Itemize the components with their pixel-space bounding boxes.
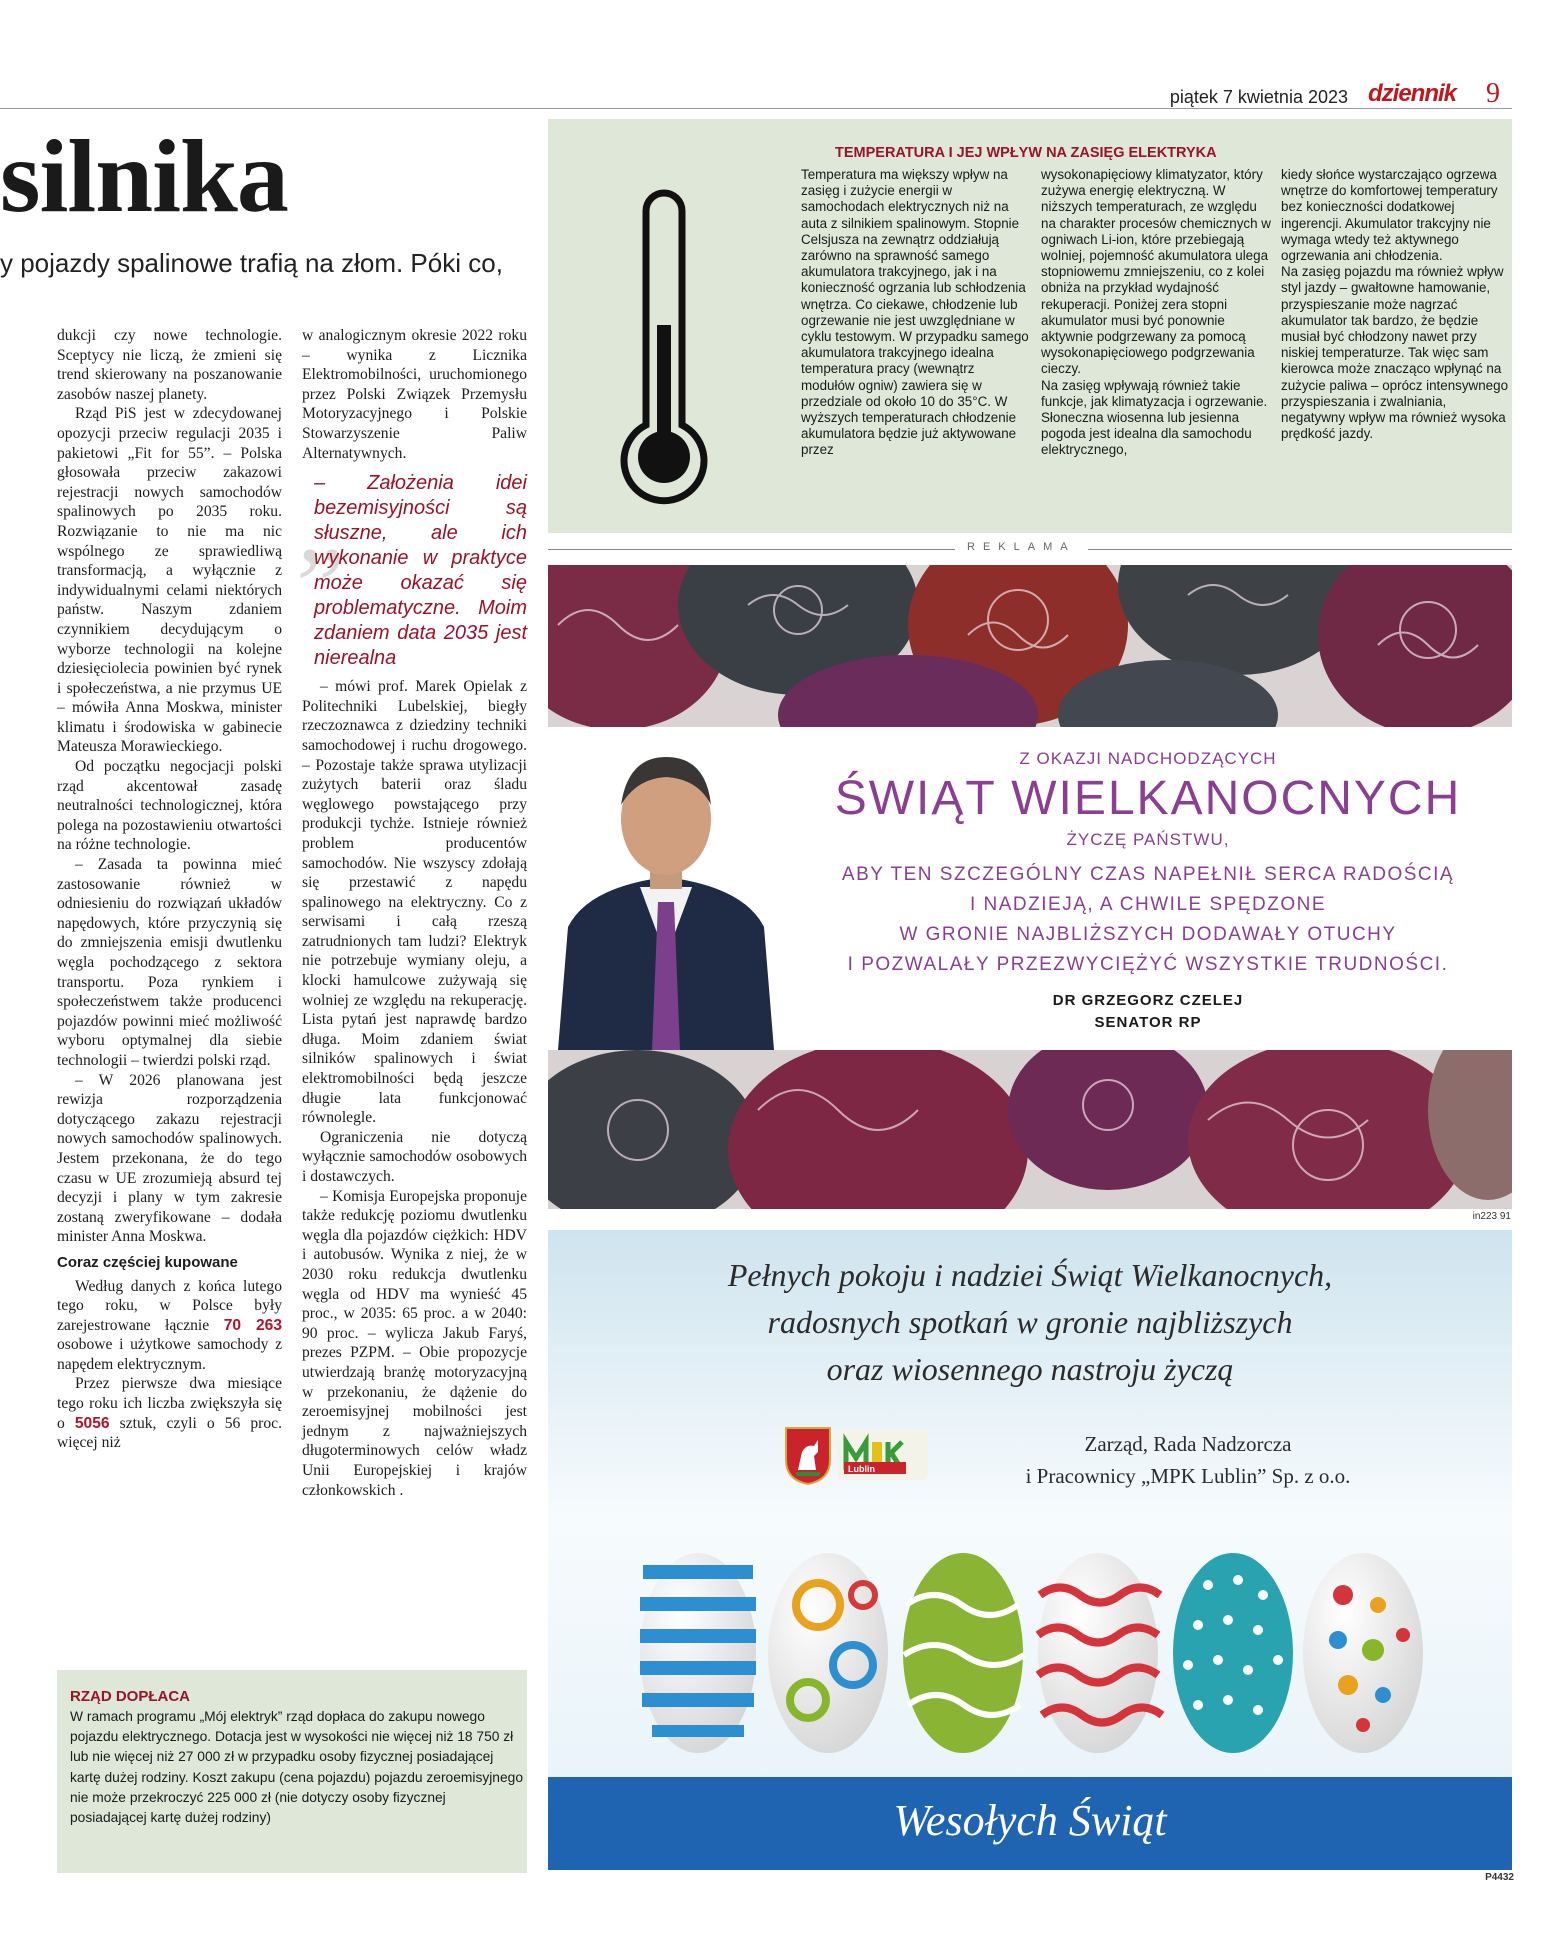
temperature-box <box>548 119 1512 533</box>
text: sztuk, czyli o 56 proc. więcej niż <box>57 1414 282 1452</box>
easter-advert-mpk[interactable] <box>548 1230 1512 1870</box>
highlight-number: 70 263 <box>223 1316 282 1334</box>
subheading: Coraz częściej kupowane <box>57 1253 238 1271</box>
advert-signature <box>988 1428 1388 1492</box>
advert-line: W GRONIE NAJBLIŻSZYCH DODAWAŁY OTUCHY <box>899 924 1397 945</box>
paragraph: w analogicznym okresie 2022 roku – wynika z Licznika Elektromobilności, uruchomionego przez Polski Związek Przemysłu Motoryzacyjnego i Polskie Stowarzyszenie Paliw Alternatywnych. <box>302 327 527 462</box>
paragraph: Ograniczenia nie dotyczą wyłącznie samochodów osobowych i dostawczych. <box>302 1128 527 1185</box>
pull-quote <box>296 463 527 671</box>
info-box <box>57 1670 527 1873</box>
paragraph: – W 2026 planowana jest rewizja rozporządzenia dotyczącego zakazu rejestracji nowych samochodów spalinowych. Jestem przekonana, że do tego czasu w UE zrozumieją absurd tej decyzji i plany w tym zakresie zostaną zweryfikowane – dodała minister Anna Moskwa. <box>57 1071 282 1246</box>
article-column-1 <box>57 326 282 1453</box>
temperature-column-3 <box>1281 167 1511 442</box>
text: Przez pierwsze dwa miesiące tego roku ich liczba zwiększyła się o <box>57 1375 282 1432</box>
advert-footer-band <box>548 1777 1512 1870</box>
decorated-eggs-image <box>638 1535 1428 1760</box>
advert-line: Zarząd, Rada Nadzorcza <box>1084 1432 1292 1456</box>
paragraph: Od początku negocjacji polski rząd akcentował zasadę neutralności technologicznej, która polega na pozostawieniu otwartości na różne technologie. <box>57 758 282 854</box>
advert-line: i Pracownicy „MPK Lublin” Sp. z o.o. <box>1025 1464 1351 1488</box>
advert-line: oraz wiosennego nastroju życzą <box>826 1351 1234 1387</box>
advert-signature-name: DR GRZEGORZ CZELEJ <box>1052 992 1244 1009</box>
info-box-heading: RZĄD DOPŁACA <box>70 1688 190 1705</box>
paragraph: Na zasięg wpływają również takie funkcje, jak klimatyzacja i ogrzewanie. Słoneczna wiosenna lub jesienna pogoda jest idealna dla samochodu elektrycznego, <box>1041 377 1268 458</box>
article-title: silnika <box>0 119 288 234</box>
advert-line: radosnych spotkań w gronie najbliższych <box>767 1304 1293 1340</box>
thermometer-icon <box>614 175 714 515</box>
paragraph: Na zasięg pojazdu ma również wpływ styl jazdy – gwałtowne hamowanie, przyspieszanie może nagrzać akumulator tak bardzo, że będzie musiał być chłodzony nawet przy niskiej temperaturze. Tak więc sam kierowca może znacząco wpłynąć na zużycie paliwa – oprócz intensywnego przyspieszania i zwalniania, negatywny wpływ ma również wysoka prędkość jazdy. <box>1281 264 1509 442</box>
advert-label: REKLAMA <box>955 541 1088 553</box>
highlight-number: 5056 <box>74 1414 110 1432</box>
advert-line: I POZWALAŁY PRZEZWYCIĘŻYĆ WSZYSTKIE TRUDNOŚCI. <box>847 954 1449 975</box>
advert-text-wish: ŻYCZĘ PAŃSTWU, <box>1066 830 1230 849</box>
paragraph: wysokonapięciowy klimatyzator, który zużywa energię elektryczną. W niższych temperaturach, ze względu na charakter procesów chemicznych w ogniwach Li-ion, które przebiegają wolniej, pojemność akumulatora ulega stopniowemu zmniejszeniu, co z kolei obniża na przykład wydajność rekuperacji. Poniżej zera stopni akumulator musi być ponownie aktywnie podgrzewany za pomocą wysokonapięciowego podgrzewania cieczy. <box>1041 167 1271 377</box>
paragraph: – Komisja Europejska proponuje także redukcję poziomu dwutlenku węgla dla pojazdów ciężkich: HDV i autobusów. Wynika z niej, że w 2030 roku redukcja dwutlenku węgla od HDV ma wynieść 45 proc., w 2035: 65 proc. a w 2040: 90 proc. – wylicza Jakub Faryś, prezes PZPM. – Obie propozycje utwierdzają branżę motoryzacyjną w przekonaniu, że dążenie do zeroemisyjnej mobilności jest jednym z najważniejszych długoterminowych celów władz Unii Europejskiej i krajów członkowskich . <box>302 1187 527 1499</box>
advert-text-occasion: Z OKAZJI NADCHODZĄCYCH <box>1019 749 1277 768</box>
easter-eggs-photo <box>548 565 1512 727</box>
article-lead: y pojazdy spalinowe trafią na złom. Póki co, <box>0 248 503 278</box>
paragraph: Rząd PiS jest w zdecydowanej opozycji przeciw regulacji 2035 i pakietowi „Fit for 55”. – Polska głosowała przeciw zakazowi rejestracji nowych samochodów spalinowych po 2035 roku. Rozwiązanie to nie ma nic wspólnego ze sprawiedliwą transformacją, a wyłącznie z indywidualnymi celami niektórych państw. Naszym zdaniem czynnikiem decydującym o wyborze technologii na kolejne dziesięciolecia powinien być rynek i społeczeństwa, a nie przymus UE – mówiła Anna Moskwa, minister klimatu i środowiska w gabinecie Mateusza Morawieckiego. <box>57 405 282 756</box>
advert-greeting-panel <box>548 727 1512 1050</box>
advert-greeting <box>548 1252 1512 1393</box>
issue-date: piątek 7 kwietnia 2023 <box>1169 87 1348 107</box>
paragraph: – Zasada ta powinna mieć zastosowanie również w odniesieniu do rozwiązań układów napędowych, które przyczynią się do zmniejszenia emisji dwutlenku węgla pochodzącego z sektora transportu. Poza rynkiem i społeczeństwem także producenci pojazdów powinni mieć możliwość wyboru optymalnej dla siebie technologii – twierdzi polski rząd. <box>57 856 282 1069</box>
advert-footer-text: Wesołych Świąt <box>893 1796 1167 1845</box>
newspaper-logo[interactable]: dziennik <box>1367 80 1456 107</box>
advert-line: ABY TEN SZCZEGÓLNY CZAS NAPEŁNIŁ SERCA RADOŚCIĄ <box>841 864 1455 885</box>
temperature-column-1: Temperatura ma większy wpływ na zasięg i zużycie energii w samochodach elektrycznych niż na auta z silnikiem spalinowym. Stopnie Celsjusza na zewnątrz oddziałują zarówno na sprawność samego akumulatora trakcyjnego, jak i na konieczność ogrzania lub schłodzenia wnętrza. Co ciekawe, chłodzenie lub ogrzewanie nie jest uwzględniane w cyklu testowym. W przypadku samego akumulatora trakcyjnego idealna temperatura pracy (wewnątrz modułów ogniw) zawiera się w przedziale od około 10 do 35°C. W wyższych temperaturach chłodzenie akumulatora będzie już aktywowane przez <box>801 167 1029 458</box>
advert-signature-title: SENATOR RP <box>1094 1014 1202 1031</box>
paragraph <box>57 1277 282 1375</box>
portrait-photo <box>548 727 784 1050</box>
advert-text-body <box>784 860 1512 980</box>
mpk-lublin-logo <box>838 1430 928 1480</box>
easter-advert-senator[interactable] <box>548 565 1512 1209</box>
advert-line: Pełnych pokoju i nadziei Świąt Wielkanocnych, <box>727 1257 1333 1293</box>
article-column-2 <box>296 326 527 1500</box>
info-box-body: W ramach programu „Mój elektryk” rząd dopłaca do zakupu nowego pojazdu elektrycznego. Dotacja jest w wysokości nie więcej niż 18 750 zł lub nie więcej niż 27 000 zł w przypadku osoby fizycznej posiadającej kartę dużej rodziny. Koszt zakupu (cena pojazdu) pojazdu zeroemisyjnego nie może przekroczyć 225 000 zł (nie dotyczy osoby fizycznej posiadającej kartę dużej rodziny) <box>70 1709 523 1826</box>
temperature-column-2 <box>1041 167 1271 459</box>
paragraph: dukcji czy nowe technologie. Sceptycy nie liczą, że zmieni się trend skierowany na poszanowanie zasobów naszej planety. <box>57 327 282 403</box>
header-rule <box>0 108 1512 109</box>
text: osobowe i użytkowe samochody z napędem elektrycznym. <box>57 1336 282 1373</box>
temperature-box-title: TEMPERATURA I JEJ WPŁYW NA ZASIĘG ELEKTRYKA <box>835 145 1217 161</box>
page-number: 9 <box>1486 78 1500 109</box>
paragraph: kiedy słońce wystarczająco ogrzewa wnętrze do komfortowej temperatury bez konieczności dodatkowej ingerencji. Akumulator trakcyjny nie wymaga wtedy też aktywnego ogrzewania ani chłodzenia. <box>1281 167 1498 264</box>
text: Według danych z końca lutego tego roku, w Polsce były zarejestrowane łącznie <box>57 1277 282 1334</box>
paragraph: – mówi prof. Marek Opielak z Politechniki Lubelskiej, biegły rzeczoznawca z dziedziny techniki samochodowej i ruchu drogowego. – Pozostaje także sprawa utylizacji zużytych baterii oraz śladu węglowego powstającego przy produkcji tychże. Istnieje również problem producentów samochodów. Nie wszyscy zdołają się przestawić z napędu spalinowego na elektryczny. Co z serwisami i całą rzeszą zatrudnionych tam ludzi? Elektryk nie potrzebuje wymiany oleju, a klocki hamulcowe zużywają się wolniej ze względu na rekuperację. Lista pytań jest naprawdę bardzo długa. Moim zdaniem świat silników spalinowych i świat elektromobilności będą jeszcze długie lata funkcjonować równolegle. <box>302 678 527 1127</box>
lublin-coat-of-arms-icon <box>784 1426 832 1486</box>
easter-eggs-photo <box>548 1050 1512 1209</box>
advert-code: P4432 <box>1485 1872 1514 1883</box>
quote-mark-icon: „ <box>296 463 358 586</box>
mpk-logo-lublin-text: Lublin <box>848 1464 875 1474</box>
pull-quote-text: – Założenia idei bezemisyjności są słuszne, ale ich wykonanie w praktyce może okazać się problematyczne. Moim zdaniem data 2035 jest nierealna <box>314 472 527 670</box>
advert-line: I NADZIEJĄ, A CHWILE SPĘDZONE <box>969 894 1326 915</box>
advert-headline: ŚWIĄT WIELKANOCNYCH <box>834 772 1462 825</box>
paragraph <box>57 1374 282 1452</box>
advert-code: in223 91 <box>1472 1211 1511 1222</box>
